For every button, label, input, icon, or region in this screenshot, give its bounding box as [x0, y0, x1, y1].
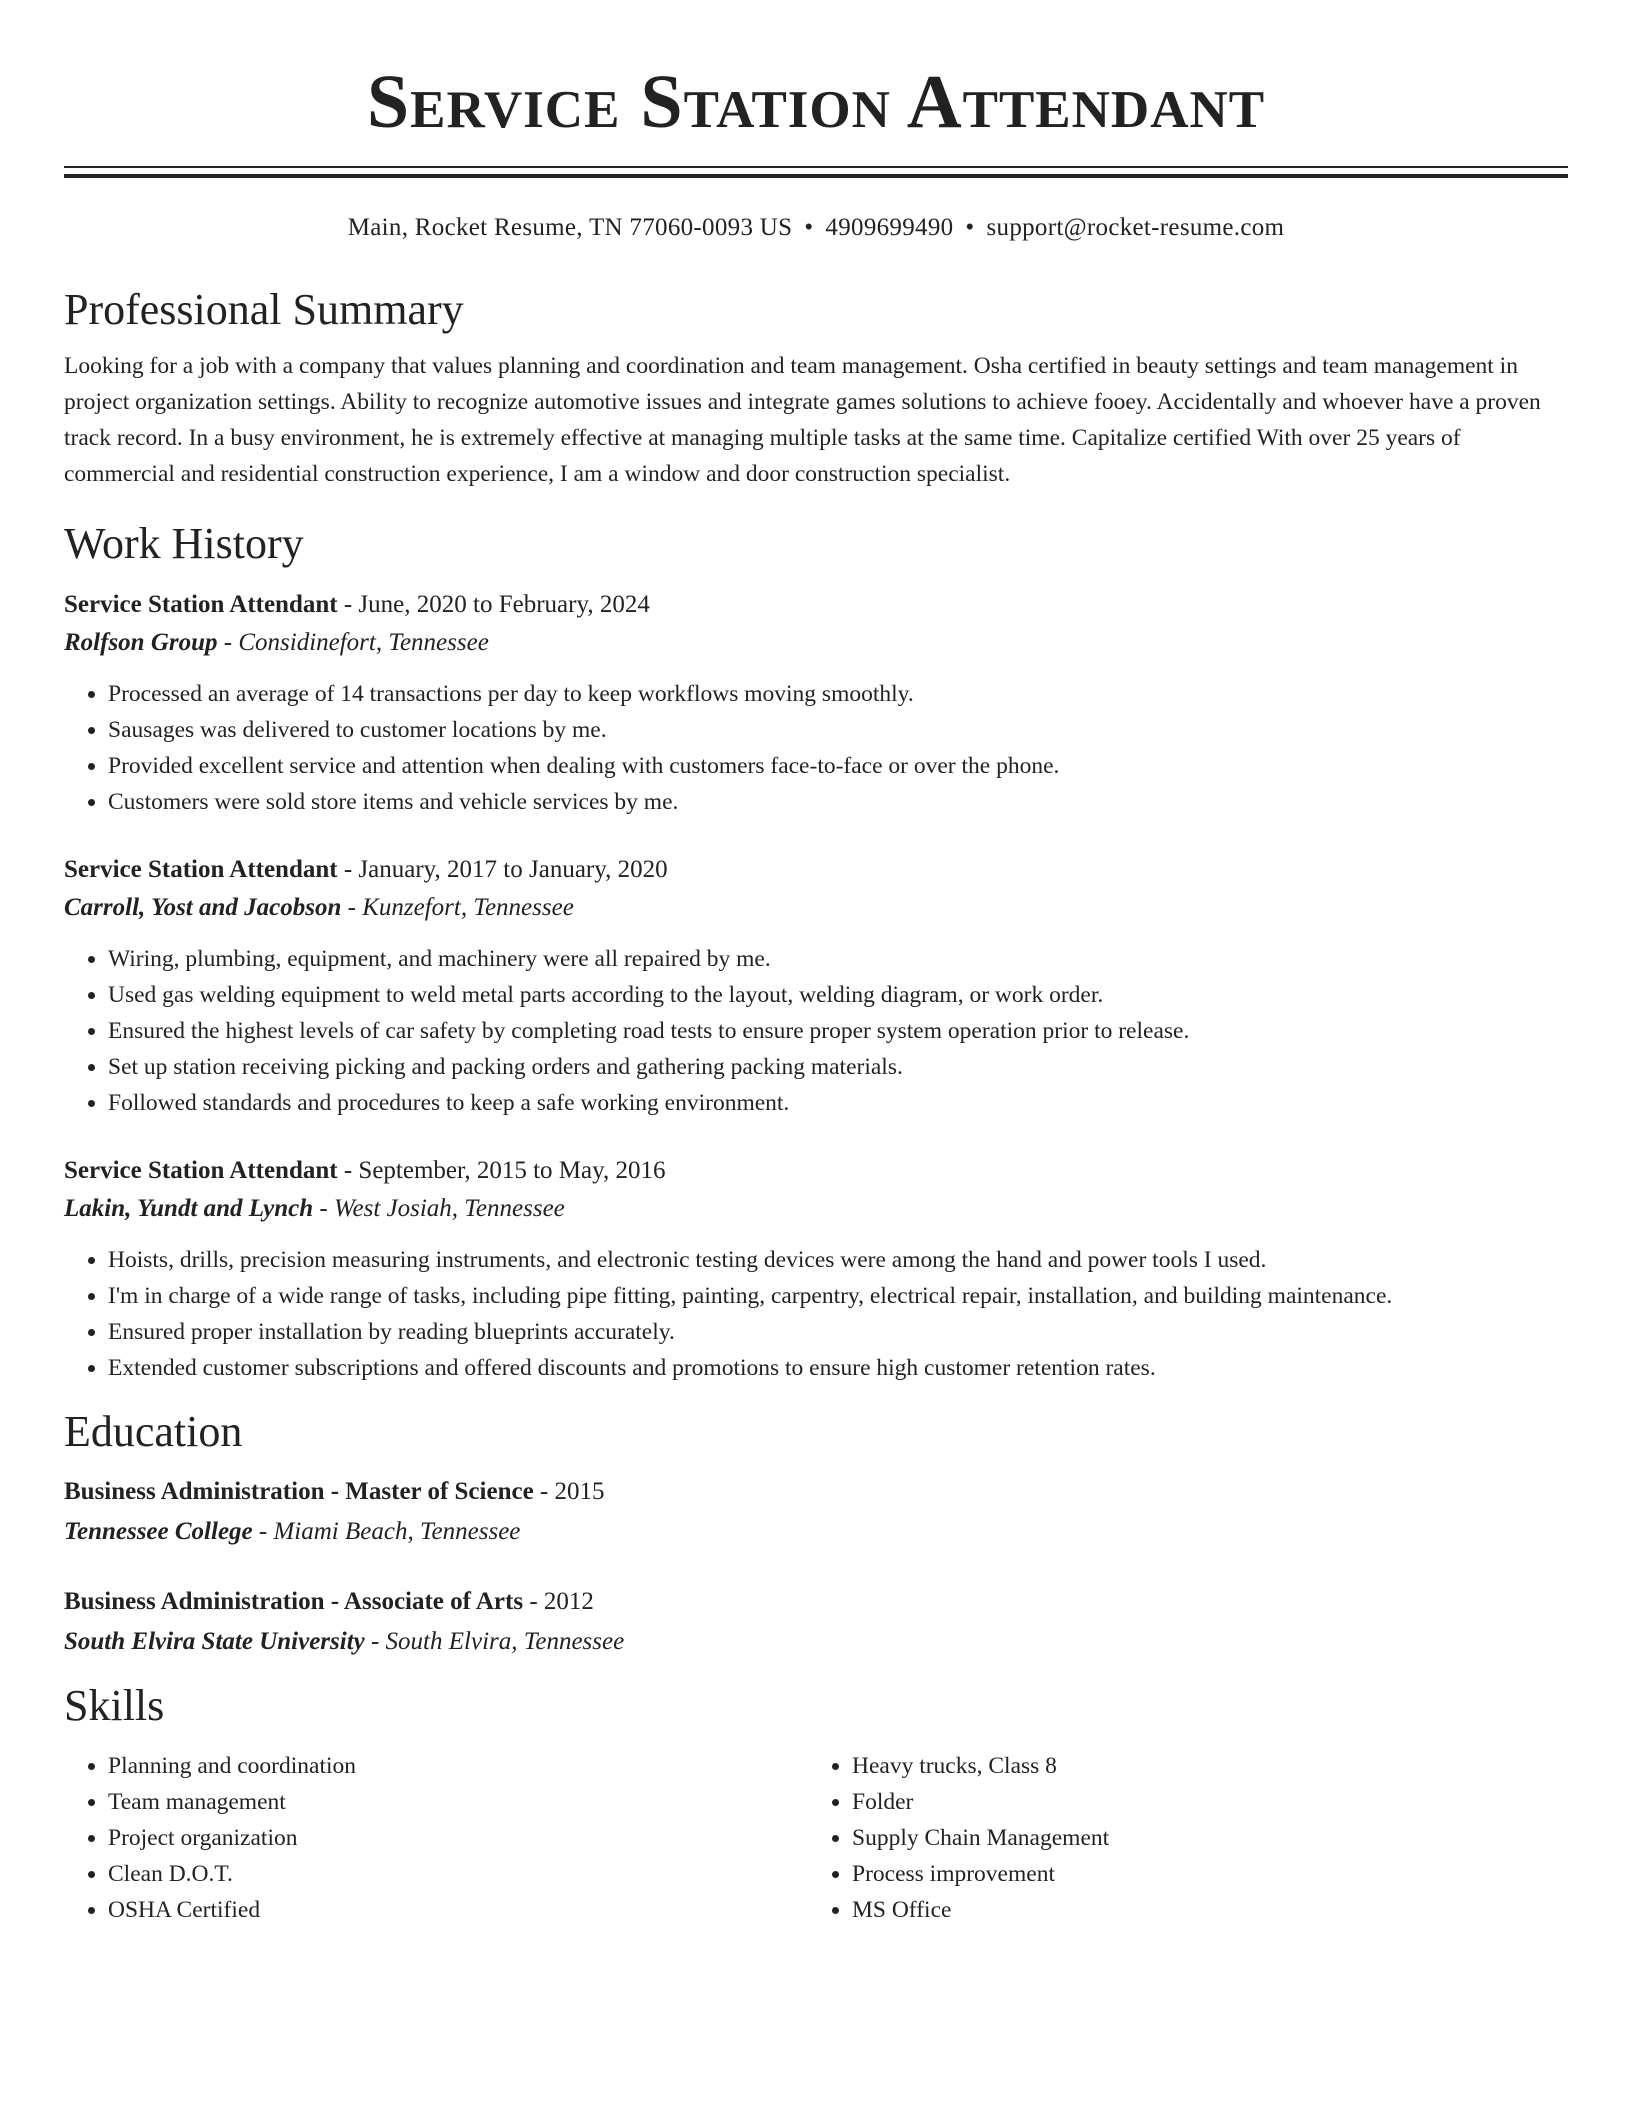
skill-item: • Clean D.O.T. [108, 1856, 808, 1892]
summary-text: Looking for a job with a company that values planning and coordination and team management. Osha certified in beauty settings and team management in project organization settings. Ability to recognize automotive issues and integrate games solutions to achieve fooey. Accidentally and whoever have a proven track record. In a busy environment, he is extremely effective at managing multiple tasks at the same time. Capitalize certified With over 25 years of commercial and residential construction experience, I am a window and door construction specialist. [64, 353, 1541, 487]
education-location: - Miami Beach, Tennessee [252, 1518, 521, 1545]
list-item: • Extended customer subscriptions and offered discounts and promotions to ensure high customer retention rates. [108, 1350, 1568, 1386]
skills-list-right [808, 1748, 1552, 1928]
job-title: Service Station Attendant [64, 856, 338, 883]
education-year: - 2015 [533, 1478, 605, 1505]
job-title-line [64, 851, 1568, 889]
list-item: • Hoists, drills, precision measuring instruments, and electronic testing devices were among the hand and power tools I used. [108, 1242, 1568, 1278]
job-entry [64, 851, 1568, 1121]
education-entry [64, 1582, 1568, 1662]
job-title-line [64, 1152, 1568, 1190]
list-item: • Set up station receiving picking and packing orders and gathering packing materials. [108, 1049, 1568, 1085]
skills-columns [64, 1748, 1568, 1928]
skills-heading: Skills [64, 1681, 165, 1730]
job-bullets [64, 941, 1568, 1121]
job-title-line [64, 586, 1568, 624]
list-item: • Processed an average of 14 transactions per day to keep workflows moving smoothly. [108, 676, 1568, 712]
skill-item: • Process improvement [852, 1856, 1552, 1892]
skill-item: • Planning and coordination [108, 1748, 808, 1784]
education-heading: Education [64, 1407, 243, 1456]
summary-heading: Professional Summary [64, 285, 464, 334]
contact-separator: • [965, 214, 975, 241]
job-company: Carroll, Yost and Jacobson [64, 894, 342, 921]
skill-item: • Heavy trucks, Class 8 [852, 1748, 1552, 1784]
job-company-line [64, 889, 1568, 927]
job-company-line [64, 1190, 1568, 1228]
education-degree: Business Administration - Master of Science [64, 1478, 534, 1505]
list-item: • Wiring, plumbing, equipment, and machinery were all repaired by me. [108, 941, 1568, 977]
resume-title: Service Station Attendant [366, 60, 1266, 144]
education-entry [64, 1472, 1568, 1552]
education-degree-line [64, 1582, 1568, 1622]
job-bullets [64, 1242, 1568, 1386]
education-school: Tennessee College [64, 1518, 253, 1545]
job-entry [64, 1152, 1568, 1386]
contact-address: Main, Rocket Resume, TN 77060-0093 US [347, 214, 793, 241]
job-company-line [64, 624, 1568, 662]
job-entry [64, 586, 1568, 820]
job-location: - Considinefort, Tennessee [217, 629, 489, 656]
education-year: - 2012 [523, 1588, 594, 1615]
education-degree-line [64, 1472, 1568, 1512]
list-item: • Used gas welding equipment to weld metal parts according to the layout, welding diagram, or work order. [108, 977, 1568, 1013]
job-title: Service Station Attendant [64, 591, 338, 618]
job-company: Rolfson Group [64, 629, 218, 656]
job-dates: - June, 2020 to February, 2024 [337, 591, 650, 618]
title-rule-thin [64, 166, 1568, 168]
job-bullets [64, 676, 1568, 820]
job-company: Lakin, Yundt and Lynch [64, 1195, 314, 1222]
title-rule-thick [64, 174, 1568, 178]
list-item: • Ensured the highest levels of car safety by completing road tests to ensure proper system operation prior to release. [108, 1013, 1568, 1049]
job-dates: - January, 2017 to January, 2020 [337, 856, 668, 883]
education-school-line [64, 1512, 1568, 1552]
education-location: - South Elvira, Tennessee [364, 1628, 625, 1655]
list-item: • I'm in charge of a wide range of tasks, including pipe fitting, painting, carpentry, electrical repair, installation, and building maintenance. [108, 1278, 1568, 1314]
job-location: - West Josiah, Tennessee [313, 1195, 565, 1222]
skill-item: • OSHA Certified [108, 1892, 808, 1928]
list-item: • Sausages was delivered to customer locations by me. [108, 712, 1568, 748]
education-degree: Business Administration - Associate of Arts [64, 1588, 524, 1615]
skills-list-left [64, 1748, 808, 1928]
list-item: • Followed standards and procedures to keep a safe working environment. [108, 1085, 1568, 1121]
education-school: South Elvira State University [64, 1628, 365, 1655]
contact-line [64, 212, 1568, 244]
skill-item: • Team management [108, 1784, 808, 1820]
skill-item: • Project organization [108, 1820, 808, 1856]
job-location: - Kunzefort, Tennessee [341, 894, 574, 921]
skill-item: • MS Office [852, 1892, 1552, 1928]
contact-phone: 4909699490 [825, 214, 954, 241]
skill-item: • Folder [852, 1784, 1552, 1820]
education-school-line [64, 1622, 1568, 1662]
job-title: Service Station Attendant [64, 1157, 338, 1184]
list-item: • Customers were sold store items and vehicle services by me. [108, 784, 1568, 820]
list-item: • Ensured proper installation by reading blueprints accurately. [108, 1314, 1568, 1350]
job-dates: - September, 2015 to May, 2016 [337, 1157, 666, 1184]
skill-item: • Supply Chain Management [852, 1820, 1552, 1856]
contact-email: support@rocket-resume.com [986, 214, 1285, 241]
work-history-heading: Work History [64, 519, 304, 568]
contact-separator: • [804, 214, 814, 241]
list-item: • Provided excellent service and attention when dealing with customers face-to-face or over the phone. [108, 748, 1568, 784]
